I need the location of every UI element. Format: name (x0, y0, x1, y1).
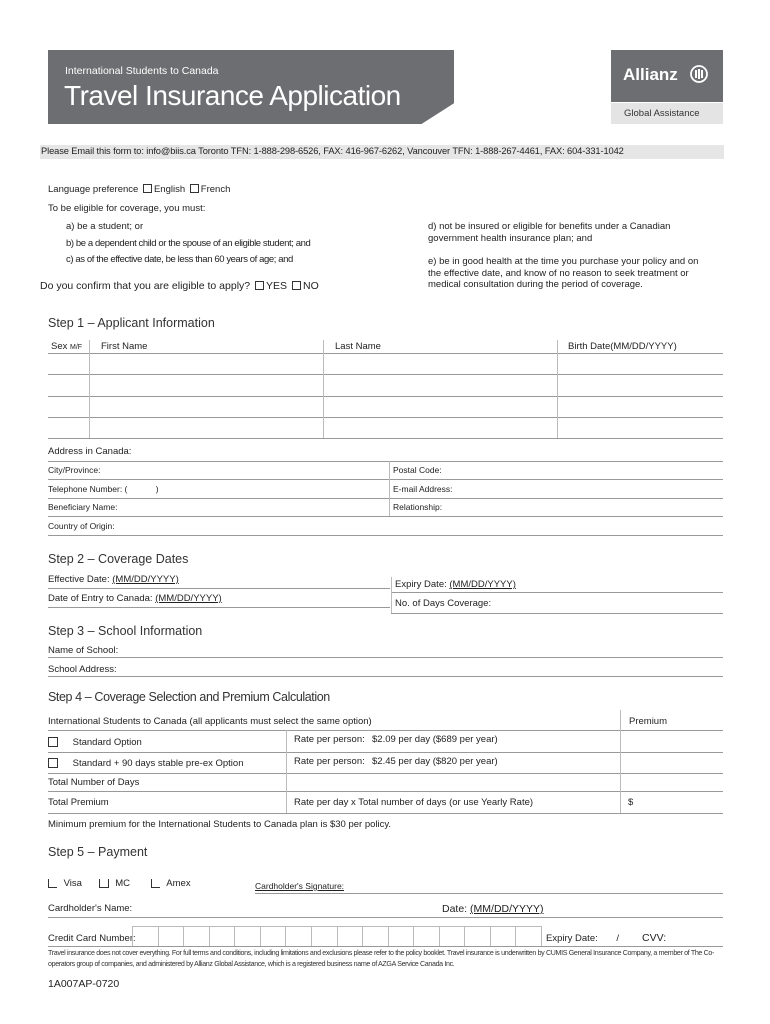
rate2-label: Rate per person: (294, 756, 365, 767)
total-premium-label: Total Premium (48, 797, 109, 808)
payment-date-field[interactable] (442, 903, 544, 915)
eligibility-d: d) not be insured or eligible for benefits under a Canadian government health insurance plan; and (428, 221, 671, 244)
allianz-eagle-icon (690, 65, 708, 83)
language-preference (48, 184, 230, 195)
entry-date-label: Date of Entry to Canada: (48, 593, 153, 604)
premium-formula: Rate per day x Total number of days (or use Yearly Rate) (294, 797, 534, 808)
step4-title: Step 4 – Coverage Selection and Premium Calculation (48, 690, 330, 704)
rate2-value: $2.45 per day ($820 per year) (372, 756, 498, 767)
eligibility-e: e) be in good health at the time you purchase your policy and on the effective date, and know of no reason to seek treatment or medical consultation during the period of coverage. (428, 256, 699, 290)
address-field[interactable]: Address in Canada: (48, 446, 132, 457)
confirm-question: Do you confirm that you are eligible to apply? (40, 280, 251, 292)
effective-date-field[interactable] (48, 574, 179, 585)
language-label: Language preference (48, 184, 139, 195)
step3-title: Step 3 – School Information (48, 624, 203, 638)
header-subtitle: International Students to Canada (65, 65, 219, 77)
postal-code-field[interactable]: Postal Code: (393, 465, 442, 475)
entry-date-format: (MM/DD/YYYY) (155, 593, 222, 604)
sex-header (51, 341, 82, 352)
applicant-row-3[interactable] (48, 397, 723, 417)
standard-option-label: Standard Option (72, 737, 142, 749)
last-name-header: Last Name (335, 341, 381, 352)
preex-option-label: Standard + 90 days stable pre-ex Option (72, 758, 244, 770)
telephone-field[interactable]: Telephone Number: ( ) (48, 484, 159, 494)
french-checkbox[interactable] (190, 184, 199, 193)
amex-label: Amex (166, 878, 191, 889)
credit-card-number-field[interactable] (132, 926, 542, 947)
cardholder-name-field[interactable]: Cardholder's Name: (48, 903, 133, 914)
logo-subtitle: Global Assistance (624, 108, 700, 119)
eligibility-b: b) be a dependent child or the spouse of an eligible student; and (66, 238, 311, 249)
premium-dollar: $ (628, 797, 634, 808)
sex-label: Sex (51, 341, 68, 352)
standard-option-checkbox[interactable] (48, 737, 58, 747)
applicant-row-4[interactable] (48, 418, 723, 438)
rate1-label: Rate per person: (294, 734, 365, 745)
yes-label: YES (266, 280, 288, 292)
effective-date-format: (MM/DD/YYYY) (112, 574, 179, 585)
french-label: French (200, 184, 231, 195)
step2-title: Step 2 – Coverage Dates (48, 552, 189, 566)
minimum-premium-note: Minimum premium for the International Students to Canada plan is $30 per policy. (48, 819, 392, 830)
cvv-field[interactable]: CVV: (642, 932, 667, 944)
logo-name: Allianz (623, 65, 678, 84)
english-label: English (153, 184, 186, 195)
english-checkbox[interactable] (143, 184, 152, 193)
credit-card-label: Credit Card Number: (48, 933, 136, 944)
allianz-logo (611, 50, 723, 124)
school-address-field[interactable]: School Address: (48, 664, 117, 675)
visa-checkbox[interactable] (48, 879, 57, 888)
applicant-row-1[interactable] (48, 354, 723, 374)
rate1-value: $2.09 per day ($689 per year) (372, 734, 498, 745)
eligibility-confirm (40, 280, 319, 292)
school-name-field[interactable]: Name of School: (48, 645, 119, 656)
payment-date-label: Date: (442, 903, 468, 915)
preex-option-checkbox[interactable] (48, 758, 58, 768)
amex-checkbox[interactable] (151, 879, 160, 888)
contact-text: Please Email this form to: info@biis.ca Toronto TFN: 1-888-298-6526, FAX: 416-967-6262, Vancouver TFN: 1-888-267-4461, FAX: 604-331-1042 (41, 146, 624, 156)
disclaimer: Travel insurance does not cover everything. For full terms and conditions, including limitations and exclusions please refer to the policy booklet. Travel insurance is underwritten by CUMIS General Insurance Company, a member of The Co-operators group of companies, and administered by Allianz Global Assistance, which is a registered business name of AZGA Service Canada Inc. (48, 949, 715, 968)
expiry-date-field[interactable] (395, 579, 516, 590)
yes-checkbox[interactable] (255, 281, 264, 290)
preex-option[interactable] (48, 758, 243, 769)
expiry-slash: / (616, 933, 620, 944)
eligibility-c: c) as of the effective date, be less than 60 years of age; and (66, 254, 293, 265)
card-expiry-label: Expiry Date: (546, 933, 598, 944)
mc-label: MC (115, 878, 131, 889)
expiry-field[interactable] (546, 933, 619, 944)
total-days-label: Total Number of Days (48, 777, 140, 788)
form-code: 1A007AP-0720 (48, 978, 120, 990)
eligibility-a: a) be a student; or (66, 221, 144, 232)
entry-date-field[interactable] (48, 593, 222, 604)
no-label: NO (302, 280, 319, 292)
standard-option[interactable] (48, 737, 142, 748)
step1-title: Step 1 – Applicant Information (48, 316, 215, 330)
page-title: Travel Insurance Application (64, 80, 401, 111)
relationship-field[interactable]: Relationship: (393, 502, 443, 512)
mc-checkbox[interactable] (99, 879, 109, 888)
card-type-options (48, 878, 191, 889)
expiry-date-label: Expiry Date: (395, 579, 447, 590)
signature-field[interactable]: Cardholder's Signature: (255, 881, 345, 891)
city-field[interactable]: City/Province: (48, 465, 101, 475)
payment-date-format: (MM/DD/YYYY) (470, 903, 544, 915)
email-field[interactable]: E-mail Address: (393, 484, 453, 494)
first-name-header: First Name (101, 341, 148, 352)
applicant-row-2[interactable] (48, 375, 723, 395)
total-premium-input[interactable] (636, 793, 722, 811)
expiry-date-format: (MM/DD/YYYY) (449, 579, 516, 590)
coverage-table-header: International Students to Canada (all applicants must select the same option) (48, 716, 372, 727)
country-field[interactable]: Country of Origin: (48, 521, 115, 531)
days-coverage-field[interactable]: No. of Days Coverage: (395, 598, 492, 609)
beneficiary-field[interactable]: Beneficiary Name: (48, 502, 118, 512)
visa-label: Visa (63, 878, 82, 889)
birth-date-header: Birth Date(MM/DD/YYYY) (568, 341, 677, 352)
step5-title: Step 5 – Payment (48, 845, 148, 859)
no-checkbox[interactable] (292, 281, 301, 290)
premium-header: Premium (629, 716, 668, 727)
eligibility-intro: To be eligible for coverage, you must: (48, 203, 206, 214)
effective-date-label: Effective Date: (48, 574, 110, 585)
mf-label: M/F (70, 344, 83, 351)
